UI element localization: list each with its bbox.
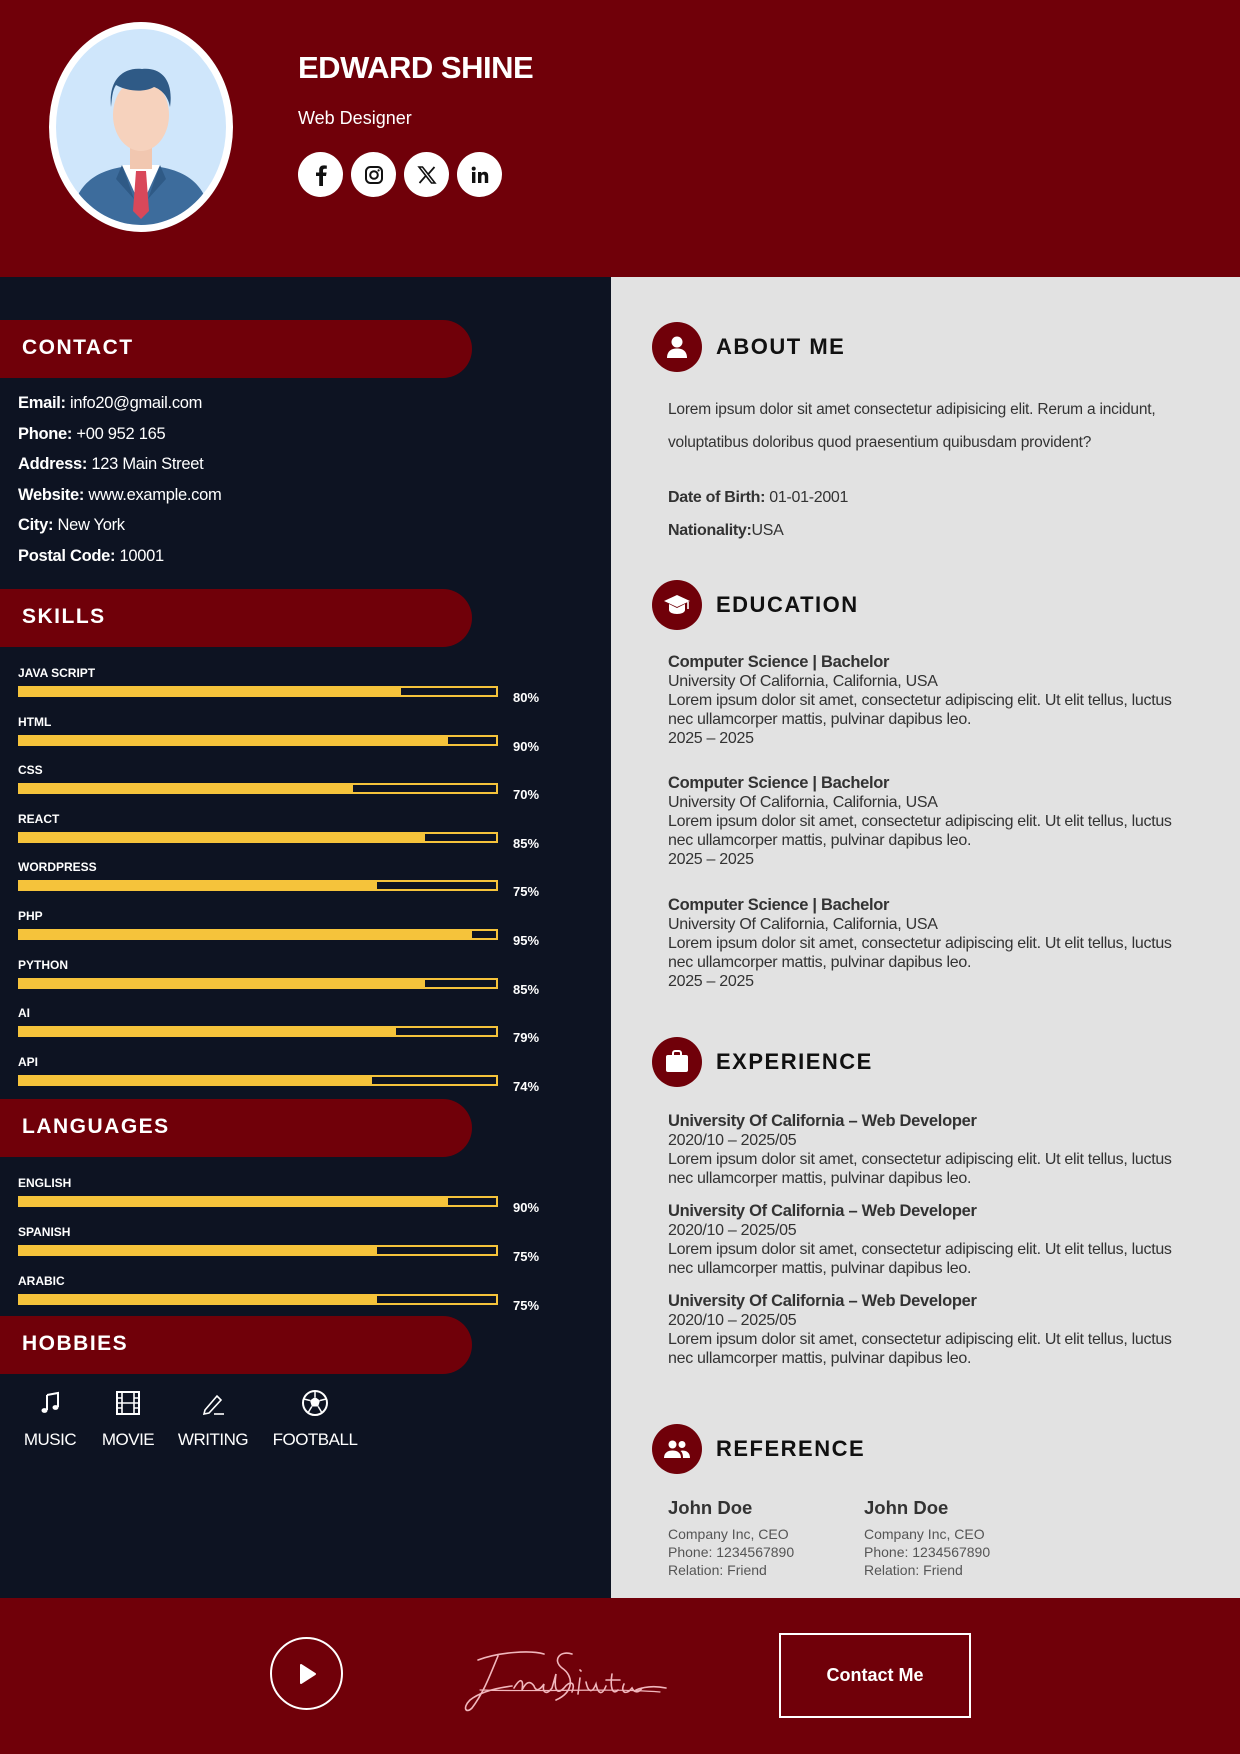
skill-percent: 80%: [513, 690, 540, 705]
skill-bar-fill: [20, 737, 448, 744]
skill-bar-fill: [20, 834, 425, 841]
language-label: ARABIC: [18, 1274, 65, 1288]
skill-bar: [18, 686, 498, 697]
languages-heading: LANGUAGES: [0, 1099, 472, 1157]
skill-bar-fill: [20, 1028, 396, 1035]
facebook-icon[interactable]: [298, 152, 343, 197]
contact-me-button[interactable]: Contact Me: [779, 1633, 971, 1718]
skill-label: API: [18, 1054, 39, 1069]
skill-label: PHP: [18, 909, 43, 923]
language-bar-fill: [20, 1296, 377, 1303]
person-avatar-icon: [56, 29, 226, 225]
education-entry: Computer Science | Bachelor University Of California, California, USA Lorem ipsum dolor sit amet, consectetur adipiscing elit. Ut elit tellus, luctus nec ullamcorper mattis, pulvinar dapibus leo. 2025 – 2025: [668, 774, 1172, 868]
play-button[interactable]: [270, 1637, 343, 1710]
skill-bar: [18, 783, 498, 794]
skill-bar: [18, 978, 498, 989]
skill-bar: [18, 832, 498, 843]
hobby-writing: WRITING: [163, 1386, 263, 1450]
contact-website: Website: www.example.com: [18, 485, 222, 504]
skill-label: JAVA SCRIPT: [18, 666, 96, 680]
contact-email: Email: info20@gmail.com: [18, 394, 203, 412]
skill-percent: 90%: [513, 738, 540, 754]
skill-label: WORDPRESS: [18, 860, 97, 875]
avatar: [49, 22, 233, 232]
language-bar: [18, 1294, 498, 1305]
about-text: Lorem ipsum dolor sit amet consectetur adipisicing elit. Rerum a incidunt, voluptatibus doloribus quod praesentium quibusdam provident?: [668, 401, 1156, 451]
hobbies-heading: HOBBIES: [0, 1316, 472, 1374]
experience-entry: University Of California – Web Developer 2020/10 – 2025/05 Lorem ipsum dolor sit amet, consectetur adipiscing elit. Ut elit tellus, luctus nec ullamcorper mattis, pulvinar dapibus leo.: [668, 1202, 1172, 1277]
skill-bar: [18, 735, 498, 746]
contact-city: City: New York: [18, 516, 125, 534]
skill-bar-fill: [20, 882, 377, 889]
language-bar: [18, 1245, 498, 1256]
play-icon: [296, 1662, 318, 1686]
skill-bar-fill: [20, 980, 425, 987]
skill-bar: [18, 929, 498, 940]
instagram-icon[interactable]: [351, 152, 396, 197]
experience-heading: EXPERIENCE: [716, 1049, 873, 1074]
skill-percent: 74%: [513, 1078, 540, 1094]
reference-card: John Doe Company Inc, CEO Phone: 1234567890 Relation: Friend: [864, 1497, 991, 1578]
x-icon[interactable]: [404, 152, 449, 197]
football-icon: [265, 1386, 365, 1420]
skill-percent: 70%: [513, 787, 540, 803]
skill-bar-fill: [20, 785, 353, 792]
graduation-cap-icon: [652, 580, 702, 630]
education-entry: Computer Science | Bachelor University Of California, California, USA Lorem ipsum dolor sit amet, consectetur adipiscing elit. Ut elit tellus, luctus nec ullamcorper mattis, pulvinar dapibus leo. 2025 – 2025: [668, 653, 1172, 747]
skill-percent: 75%: [513, 884, 540, 900]
skill-label: PYTHON: [18, 957, 69, 972]
social-links: [298, 152, 502, 197]
about-icon: [652, 322, 702, 372]
skill-label: AI: [18, 1006, 30, 1021]
skill-percent: 85%: [513, 981, 540, 997]
skill-label: REACT: [18, 811, 60, 826]
contact-postal-code: Postal Code: 10001: [18, 546, 164, 565]
skill-percent: 85%: [513, 835, 540, 851]
skill-bar-fill: [20, 931, 472, 938]
linkedin-icon[interactable]: [457, 152, 502, 197]
skill-bar-fill: [20, 688, 401, 695]
people-icon: [652, 1424, 702, 1474]
about-heading: ABOUT ME: [716, 334, 846, 359]
language-label: ENGLISH: [18, 1176, 72, 1190]
nationality: Nationality:USA: [668, 522, 784, 539]
candidate-role: Web Designer: [298, 108, 412, 128]
hobby-movie: MOVIE: [78, 1386, 178, 1450]
skill-bar: [18, 1026, 498, 1037]
skill-percent: 95%: [513, 933, 540, 948]
experience-entry: University Of California – Web Developer 2020/10 – 2025/05 Lorem ipsum dolor sit amet, consectetur adipiscing elit. Ut elit tellus, luctus nec ullamcorper mattis, pulvinar dapibus leo.: [668, 1292, 1172, 1367]
language-percent: 75%: [513, 1249, 540, 1264]
skill-label: CSS: [18, 763, 43, 778]
experience-entry: University Of California – Web Developer 2020/10 – 2025/05 Lorem ipsum dolor sit amet, consectetur adipiscing elit. Ut elit tellus, luctus nec ullamcorper mattis, pulvinar dapibus leo.: [668, 1112, 1172, 1187]
language-bar-fill: [20, 1198, 448, 1205]
reference-card: John Doe Company Inc, CEO Phone: 1234567890 Relation: Friend: [668, 1497, 795, 1578]
skill-percent: 79%: [513, 1030, 540, 1046]
language-percent: 90%: [513, 1200, 540, 1215]
pen-icon: [163, 1386, 263, 1420]
education-heading: EDUCATION: [716, 592, 859, 617]
reference-heading: REFERENCE: [716, 1436, 866, 1461]
contact-phone: Phone: +00 952 165: [18, 424, 166, 443]
briefcase-icon: [652, 1037, 702, 1087]
language-label: SPANISH: [18, 1225, 71, 1239]
contact-list: [18, 393, 221, 576]
skill-label: HTML: [18, 714, 52, 729]
language-bar-fill: [20, 1247, 377, 1254]
language-bar: [18, 1196, 498, 1207]
skill-bar: [18, 1075, 498, 1086]
contact-address: Address: 123 Main Street: [18, 455, 204, 473]
skill-bar: [18, 880, 498, 891]
hobby-music: MUSIC: [0, 1386, 100, 1450]
date-of-birth: Date of Birth: 01-01-2001: [668, 489, 849, 506]
contact-heading: CONTACT: [0, 320, 472, 378]
candidate-name: EDWARD SHINE: [298, 50, 534, 85]
skill-bar-fill: [20, 1077, 372, 1084]
signature: [460, 1630, 670, 1725]
education-entry: Computer Science | Bachelor University Of California, California, USA Lorem ipsum dolor sit amet, consectetur adipiscing elit. Ut elit tellus, luctus nec ullamcorper mattis, pulvinar dapibus leo. 2025 – 2025: [668, 896, 1172, 990]
language-percent: 75%: [513, 1298, 540, 1313]
hobby-football: FOOTBALL: [265, 1386, 365, 1450]
skills-heading: SKILLS: [0, 589, 472, 647]
